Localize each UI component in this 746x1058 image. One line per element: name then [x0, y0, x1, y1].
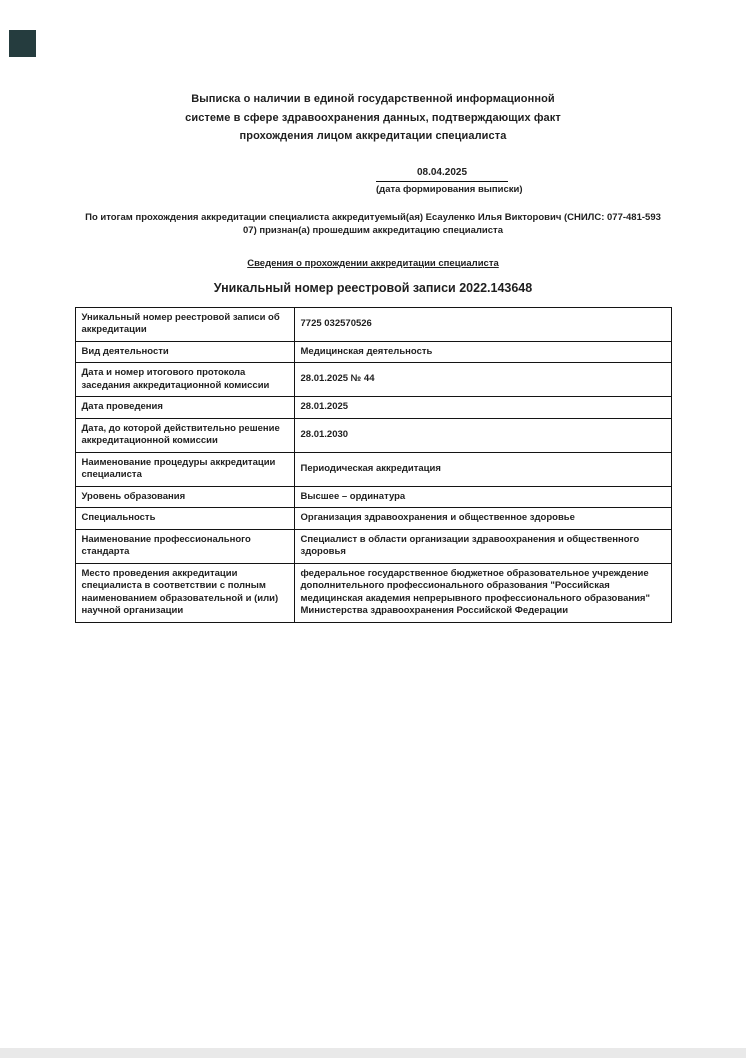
row-label: Специальность [75, 508, 294, 530]
row-label: Наименование профессионального стандарта [75, 529, 294, 563]
row-value: Медицинская деятельность [294, 341, 671, 363]
page-title [0, 0, 746, 146]
table-row [75, 563, 671, 622]
issue-date-caption: (дата формирования выписки) [376, 183, 523, 195]
table-row [75, 452, 671, 486]
page-title-line-2: системе в сфере здравоохранения данных, подтверждающих факт [185, 111, 561, 124]
row-value: Периодическая аккредитация [294, 452, 671, 486]
row-label: Дата, до которой действительно решение аккредитационной комиссии [75, 418, 294, 452]
row-label: Дата и номер итогового протокола заседания аккредитационной комиссии [75, 363, 294, 397]
row-value: федеральное государственное бюджетное образовательное учреждение дополнительного профессионального образования "Российская медицинская академия непрерывного профессионального образования" Министерства здравоохранения Российской Федерации [294, 563, 671, 622]
table-row [75, 341, 671, 363]
row-value: Высшее – ординатура [294, 486, 671, 508]
row-label: Дата проведения [75, 397, 294, 419]
row-value: Организация здравоохранения и общественное здоровье [294, 508, 671, 530]
section-heading: Сведения о прохождении аккредитации специалиста [247, 257, 499, 269]
row-label: Наименование процедуры аккредитации специалиста [75, 452, 294, 486]
table-row [75, 397, 671, 419]
row-value: 28.01.2025 № 44 [294, 363, 671, 397]
table-row [75, 307, 671, 341]
intro-paragraph: По итогам прохождения аккредитации специалиста аккредитуемый(ая) Есауленко Илья Викторович (СНИЛС: 077-481-593 07) признан(а) прошедшим аккредитацию специалиста [85, 211, 661, 236]
row-label: Место проведения аккредитации специалиста в соответствии с полным наименованием образовательной и (или) научной организации [75, 563, 294, 622]
table-row [75, 418, 671, 452]
table-row [75, 363, 671, 397]
row-value: 28.01.2025 [294, 397, 671, 419]
page-title-line-1: Выписка о наличии в единой государственной информационной [191, 93, 555, 105]
row-label: Уровень образования [75, 486, 294, 508]
issue-date-block [376, 166, 523, 195]
bottom-bar [0, 1048, 746, 1058]
table-row [75, 486, 671, 508]
row-value: Специалист в области организации здравоохранения и общественного здоровья [294, 529, 671, 563]
top-left-dark-square [9, 30, 36, 57]
table-row [75, 529, 671, 563]
row-value: 28.01.2030 [294, 418, 671, 452]
table-row [75, 508, 671, 530]
row-value: 7725 032570526 [294, 307, 671, 341]
accreditation-table [75, 307, 672, 623]
row-label: Уникальный номер реестровой записи об аккредитации [75, 307, 294, 341]
issue-date: 08.04.2025 [376, 167, 508, 182]
row-label: Вид деятельности [75, 341, 294, 363]
registry-number-heading: Уникальный номер реестровой записи 2022.143648 [213, 280, 533, 295]
page-title-line-3: прохождения лицом аккредитации специалиста [239, 130, 507, 142]
